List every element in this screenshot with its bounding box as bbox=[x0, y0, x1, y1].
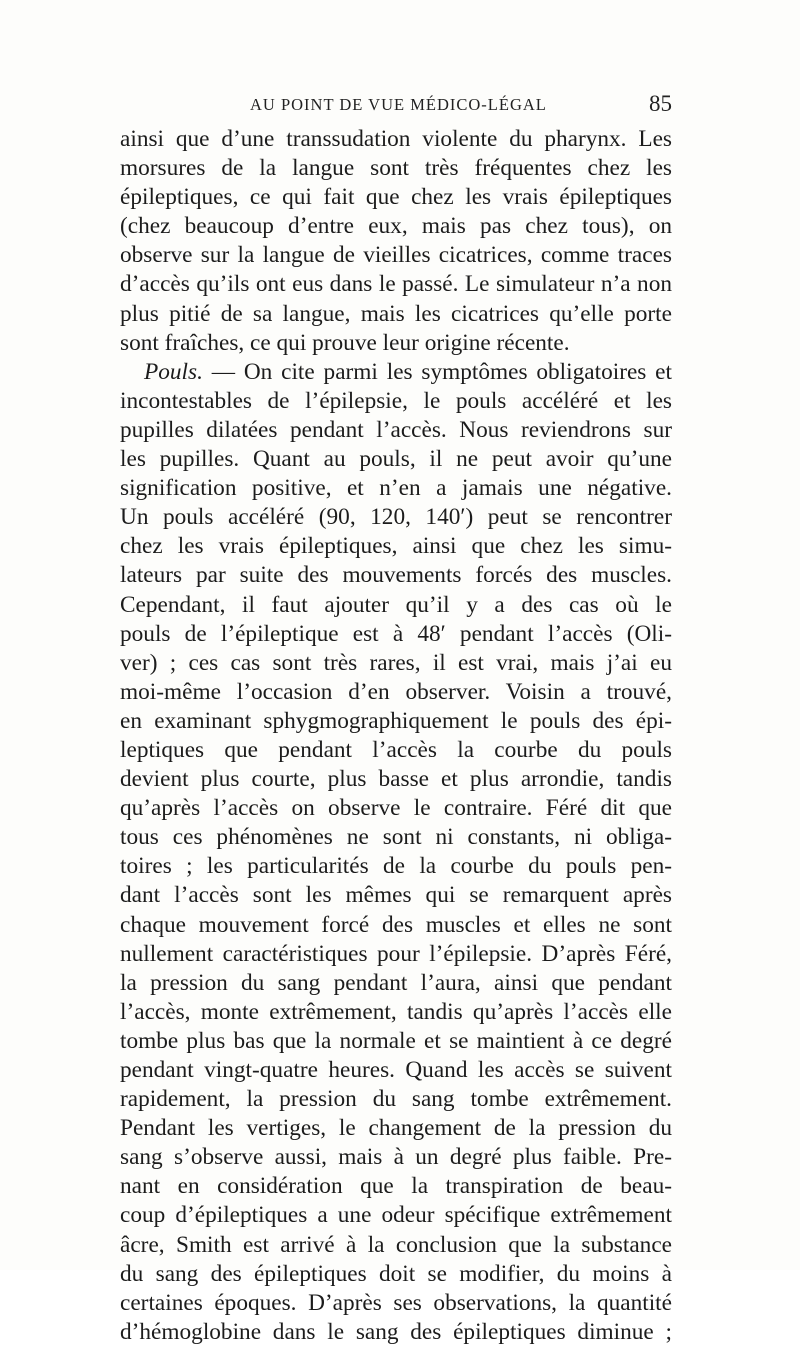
page-number: 85 bbox=[649, 91, 672, 116]
text-line: coup d’épileptiques a une odeur spécifique extrêmement bbox=[120, 1202, 672, 1229]
text-line: nant en considération que la transpiration de beau- bbox=[120, 1173, 672, 1200]
text-line: épileptiques, ce qui fait que chez les vrais épileptiques bbox=[120, 184, 672, 211]
pouls-paragraph-first-line bbox=[120, 358, 672, 387]
text-line: observe sur la langue de vieilles cicatrices, comme traces bbox=[120, 242, 672, 269]
text-line: pendant vingt-quatre heures. Quand les accès se suivent bbox=[120, 1057, 672, 1083]
text-line: la pression du sang pendant l’aura, ainsi que pendant bbox=[120, 969, 672, 996]
text-line: nullement caractéristiques pour l’épilepsie. D’après Féré, bbox=[120, 940, 672, 967]
text-line: âcre, Smith est arrivé à la conclusion que la substance bbox=[120, 1231, 672, 1258]
text-line: plus pitié de sa langue, mais les cicatrices qu’elle porte bbox=[120, 300, 672, 327]
text-line: tous ces phénomènes ne sont ni constants, ni obliga- bbox=[120, 824, 672, 851]
text-line: du sang des épileptiques doit se modifier, du moins à bbox=[120, 1260, 672, 1287]
text-line: d’hémoglobine dans le sang des épileptiques diminue ; bbox=[120, 1318, 672, 1345]
text-line: incontestables de l’épilepsie, le pouls accéléré et les bbox=[120, 387, 672, 414]
text-line: (chez beaucoup d’entre eux, mais pas chez tous), on bbox=[120, 213, 672, 240]
text-line: dant l’accès sont les mêmes qui se remarquent après bbox=[120, 882, 672, 909]
pouls-heading: Pouls. bbox=[144, 358, 203, 385]
text-line: lateurs par suite des mouvements forcés des muscles. bbox=[120, 562, 672, 589]
body-text bbox=[120, 125, 672, 1347]
running-head bbox=[120, 91, 672, 123]
text-line: Un pouls accéléré (90, 120, 140′) peut se rencontrer bbox=[120, 504, 672, 531]
text-line: ver) ; ces cas sont très rares, il est vrai, mais j’ai eu bbox=[120, 649, 672, 676]
text-line: Cependant, il faut ajouter qu’il y a des cas où le bbox=[120, 591, 672, 618]
text-line: leptiques que pendant l’accès la courbe du pouls bbox=[120, 736, 672, 763]
text-line: sang s’observe aussi, mais à un degré plus faible. Pre- bbox=[120, 1144, 672, 1171]
text-line: certaines époques. D’après ses observations, la quantité bbox=[120, 1289, 672, 1316]
text-line: les pupilles. Quant au pouls, il ne peut avoir qu’une bbox=[120, 446, 672, 473]
text-line: rapidement, la pression du sang tombe extrêmement. bbox=[120, 1086, 672, 1113]
text-line: morsures de la langue sont très fréquentes chez les bbox=[120, 155, 672, 182]
text-line: chez les vrais épileptiques, ainsi que chez les simu- bbox=[120, 533, 672, 560]
text-line: d’accès qu’ils ont eus dans le passé. Le simulateur n’a non bbox=[120, 271, 672, 298]
text-line: l’accès, monte extrêmement, tandis qu’après l’accès elle bbox=[120, 998, 672, 1025]
text-line: moi-même l’occasion d’en observer. Voisin a trouvé, bbox=[120, 678, 672, 705]
running-title: AU POINT DE VUE MÉDICO-LÉGAL bbox=[250, 95, 547, 114]
pouls-first-line-rest: — On cite parmi les symptômes obligatoires et bbox=[202, 358, 672, 385]
text-line: chaque mouvement forcé des muscles et elles ne sont bbox=[120, 911, 672, 938]
text-line: qu’après l’accès on observe le contraire. Féré dit que bbox=[120, 795, 672, 822]
text-line: pouls de l’épileptique est à 48′ pendant l’accès (Oli- bbox=[120, 620, 672, 647]
text-line: devient plus courte, plus basse et plus arrondie, tandis bbox=[120, 766, 672, 793]
text-line: pupilles dilatées pendant l’accès. Nous reviendrons sur bbox=[120, 416, 672, 443]
text-line: Pendant les vertiges, le changement de la pression du bbox=[120, 1115, 672, 1142]
text-line: tombe plus bas que la normale et se maintient à ce degré bbox=[120, 1027, 672, 1054]
text-line: signification positive, et n’en a jamais une négative. bbox=[120, 475, 672, 502]
text-line: en examinant sphygmographiquement le pouls des épi- bbox=[120, 707, 672, 734]
text-line: toires ; les particularités de la courbe du pouls pen- bbox=[120, 853, 672, 880]
text-line: ainsi que d’une transsudation violente du pharynx. Les bbox=[120, 126, 672, 152]
text-line: sont fraîches, ce qui prouve leur origine récente. bbox=[120, 329, 570, 356]
